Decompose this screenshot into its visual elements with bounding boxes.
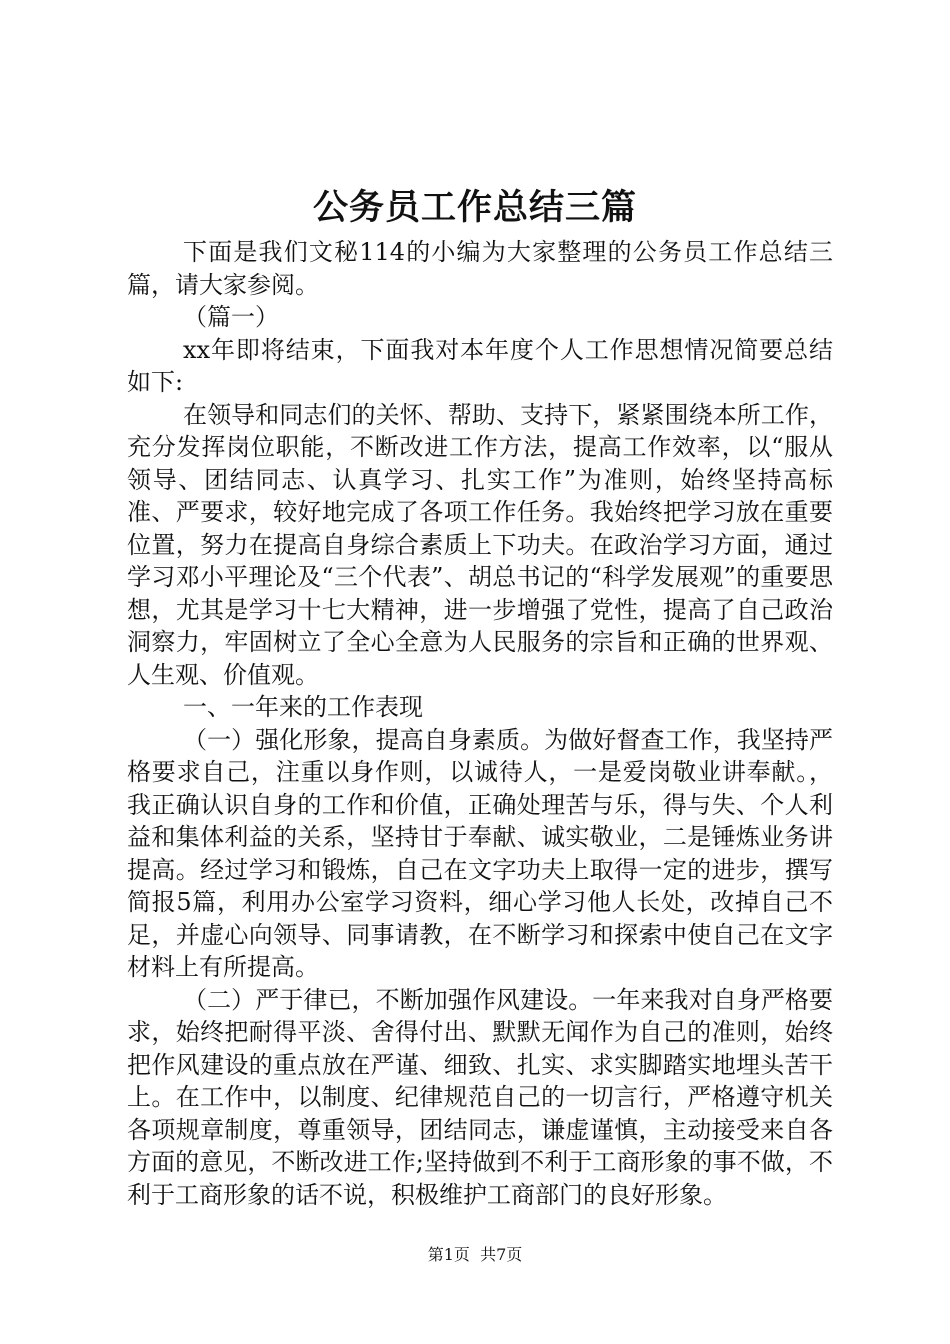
paragraph-discipline: （二）严于律已，不断加强作风建设。一年来我对自身严格要求，始终把耐得平淡、舍得付出、默默无闻作为自己的准则，始终把作风建设的重点放在严谨、细致、扎实、求实脚踏实地埋头苦干上。在工作中，以制度、纪律规范自己的一切言行，严格遵守机关各项规章制度，尊重领导，团结同志，谦虚谨慎，主动接受来自各方面的意见，不断改进工作;坚持做到不利于工商形象的事不做，不利于工商形象的话不说，积极维护工商部门的良好形象。 [127,985,833,1209]
section-heading-performance: 一、一年来的工作表现 [183,693,423,721]
page-number: 第1页 [427,1245,470,1264]
paragraph-intro: 下面是我们文秘114的小编为大家整理的公务员工作总结三篇，请大家参阅。 [127,238,833,299]
page-total: 共7页 [480,1245,523,1264]
section-label-part-one: （篇一） [183,303,279,331]
document-title: 公务员工作总结三篇 [312,187,637,228]
paragraph-opening: xx年即将结束，下面我对本年度个人工作思想情况简要总结如下: [127,335,833,396]
paragraph-image-quality: （一）强化形象，提高自身素质。为做好督查工作，我坚持严格要求自己，注重以身作则，以诚待人，一是爱岗敬业讲奉献。，我正确认识自身的工作和价值，正确处理苦与乐，得与失、个人利益和集体利益的关系，坚持甘于奉献、诚实敬业，二是锤炼业务讲提高。经过学习和锻炼，自己在文字功夫上取得一定的进步，撰写简报5篇，利用办公室学习资料，细心学习他人长处，改掉自己不足，并虚心向领导、同事请教，在不断学习和探索中使自己在文字材料上有所提高。 [127,725,833,981]
page-footer [0,1243,950,1267]
document-body [127,236,833,1211]
paragraph-study: 在领导和同志们的关怀、帮助、支持下，紧紧围绕本所工作，充分发挥岗位职能，不断改进工作方法，提高工作效率，以“服从领导、团结同志、认真学习、扎实工作”为准则，始终坚持高标准、严要求，较好地完成了各项工作任务。我始终把学习放在重要位置，努力在提高自身综合素质上下功夫。在政治学习方面，通过学习邓小平理论及“三个代表”、胡总书记的“科学发展观”的重要思想，尤其是学习十七大精神，进一步增强了党性，提高了自己政治洞察力，牢固树立了全心全意为人民服务的宗旨和正确的世界观、人生观、价值观。 [127,400,833,689]
